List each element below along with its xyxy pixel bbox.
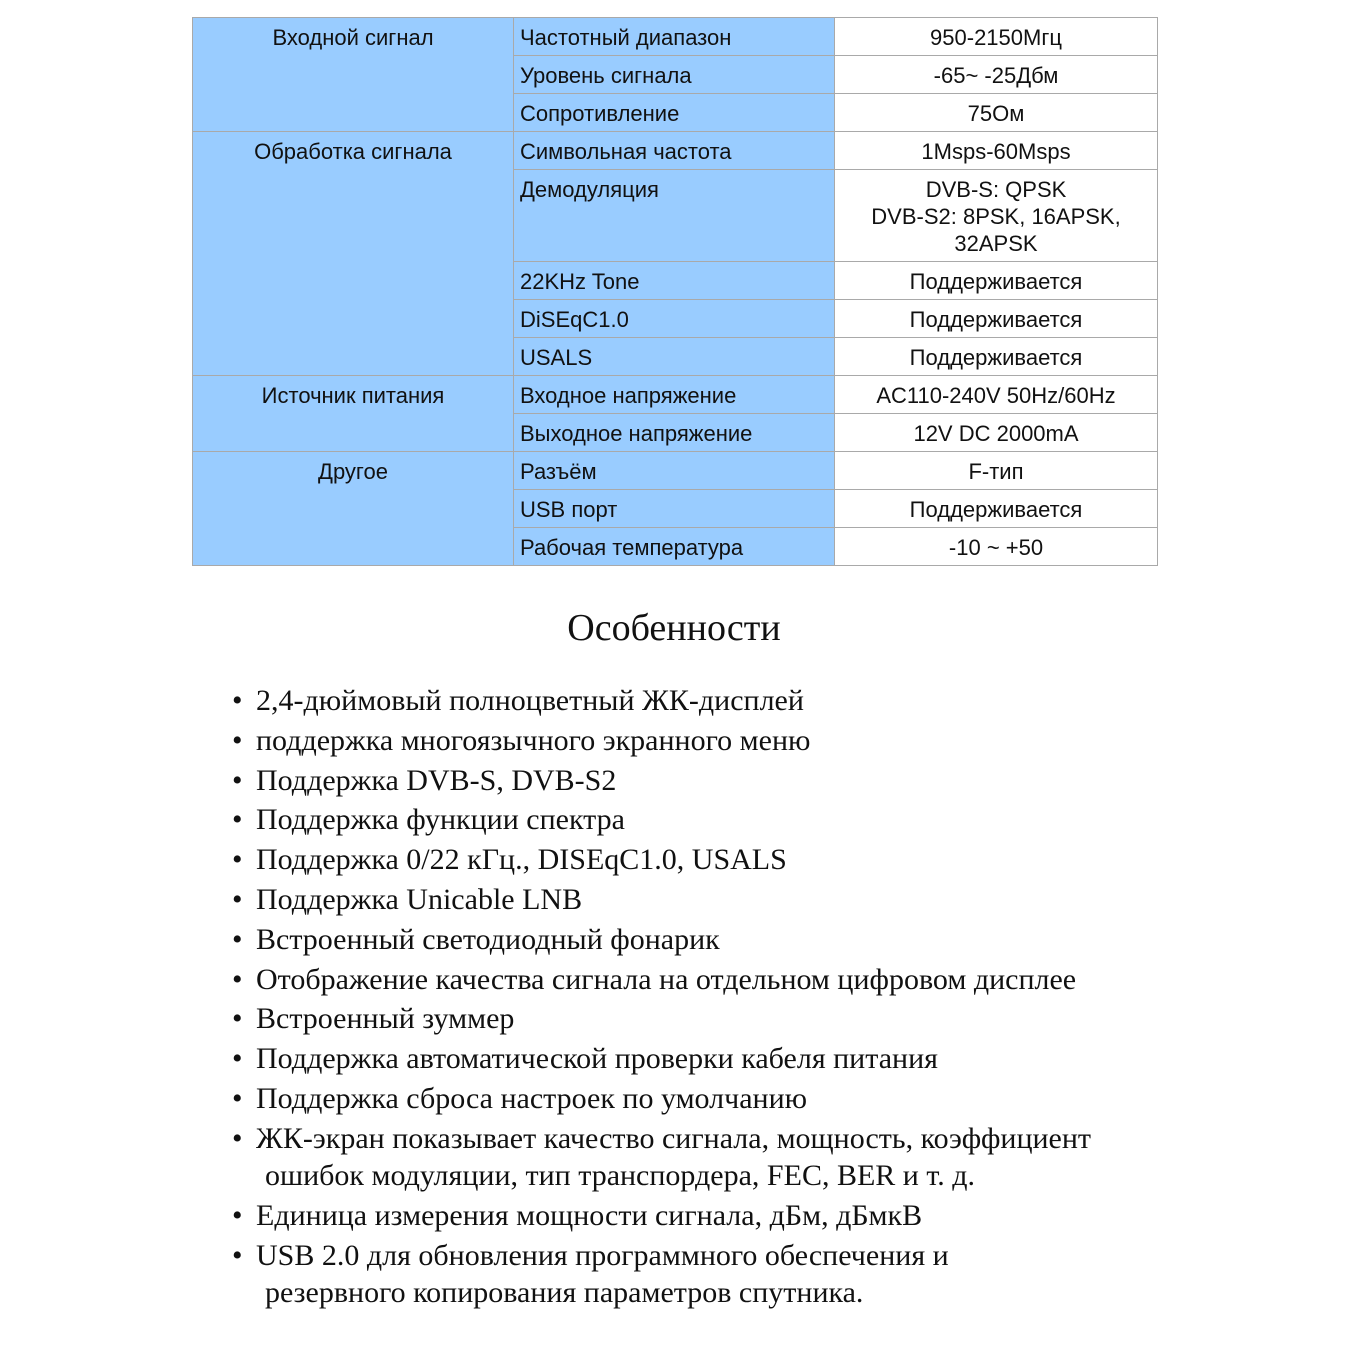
bullet-icon: • [232, 1002, 243, 1036]
specs-table-body [193, 18, 1158, 566]
spec-param: Символьная частота [514, 132, 835, 170]
spec-value-line: AC110-240V 50Hz/60Hz [876, 383, 1116, 408]
spec-value [835, 132, 1158, 170]
bullet-icon: • [232, 922, 243, 956]
spec-row [193, 18, 1158, 56]
spec-value [835, 300, 1158, 338]
spec-value-line: Поддерживается [909, 345, 1083, 370]
spec-value [835, 528, 1158, 566]
spec-value-line: 32APSK [954, 231, 1038, 256]
feature-item [230, 1040, 1230, 1078]
feature-item [230, 841, 1230, 879]
spec-param: Частотный диапазон [514, 18, 835, 56]
bullet-icon: • [232, 803, 243, 837]
feature-text: ЖК-экран показывает качество сигнала, мощность, коэффициент [256, 1121, 1092, 1155]
feature-item [230, 921, 1230, 959]
spec-row [193, 132, 1158, 170]
feature-text: Поддержка 0/22 кГц., DISEqC1.0, USALS [256, 843, 787, 877]
spec-category: Обработка сигнала [193, 132, 514, 376]
spec-param: Выходное напряжение [514, 414, 835, 452]
spec-value [835, 452, 1158, 490]
spec-param: Сопротивление [514, 94, 835, 132]
spec-value-line: Поддерживается [909, 497, 1083, 522]
spec-category: Источник питания [193, 376, 514, 452]
feature-item [230, 1080, 1230, 1118]
spec-value [835, 414, 1158, 452]
spec-param: Разъём [514, 452, 835, 490]
feature-text: ошибок модуляции, тип транспордера, FEC, BER и т. д. [265, 1159, 975, 1193]
feature-text: Поддержка Unicable LNB [256, 882, 583, 916]
feature-text: 2,4-дюймовый полноцветный ЖК-дисплей [256, 684, 804, 717]
bullet-icon: • [232, 684, 243, 717]
spec-category: Другое [193, 452, 514, 566]
spec-value [835, 490, 1158, 528]
bullet-icon: • [232, 723, 243, 757]
bullet-icon: • [232, 882, 243, 916]
feature-item [230, 801, 1230, 839]
feature-item [230, 1000, 1230, 1038]
bullet-icon: • [232, 962, 243, 996]
features-list [230, 682, 1230, 1314]
spec-value-line: Поддерживается [909, 307, 1083, 332]
feature-item [230, 682, 1230, 720]
bullet-icon: • [232, 1238, 243, 1272]
feature-item [230, 961, 1230, 999]
spec-category: Входной сигнал [193, 18, 514, 132]
spec-param: Демодуляция [514, 170, 835, 262]
spec-value-line: 1Msps-60Msps [921, 139, 1071, 164]
spec-row [193, 376, 1158, 414]
spec-value-line: -10 ~ +50 [948, 535, 1044, 560]
feature-text: Поддержка функции спектра [256, 803, 625, 837]
feature-text: Поддержка сброса настроек по умолчанию [256, 1081, 808, 1115]
specs-table [192, 17, 1158, 566]
spec-param: Входное напряжение [514, 376, 835, 414]
spec-value-line: F-тип [968, 459, 1024, 484]
spec-value-line: DVB-S2: 8PSK, 16APSK, [871, 204, 1121, 229]
spec-value [835, 18, 1158, 56]
feature-text: Встроенный светодиодный фонарик [256, 922, 720, 956]
spec-param: Уровень сигнала [514, 56, 835, 94]
bullet-icon: • [232, 1042, 243, 1076]
bullet-icon: • [232, 1121, 243, 1155]
spec-value [835, 56, 1158, 94]
feature-item [230, 1120, 1230, 1195]
feature-text: Поддержка автоматической проверки кабеля питания [256, 1042, 938, 1076]
bullet-icon: • [232, 1081, 243, 1115]
feature-text: Единица измерения мощности сигнала, дБм, дБмкВ [256, 1199, 923, 1233]
feature-text: поддержка многоязычного экранного меню [256, 723, 811, 757]
bullet-icon: • [232, 843, 243, 877]
feature-text: Встроенный зуммер [256, 1002, 515, 1036]
spec-value [835, 262, 1158, 300]
bullet-icon: • [232, 1199, 243, 1233]
features-title: Особенности [567, 607, 781, 649]
spec-value [835, 338, 1158, 376]
spec-value-line: Поддерживается [909, 269, 1083, 294]
spec-value-line: DVB-S: QPSK [925, 177, 1067, 202]
spec-value-line: 12V DC 2000mA [913, 421, 1079, 446]
feature-item [230, 722, 1230, 760]
spec-value-line: 950-2150Мгц [930, 25, 1062, 50]
spec-param: Рабочая температура [514, 528, 835, 566]
bullet-icon: • [232, 763, 243, 797]
spec-value [835, 376, 1158, 414]
feature-item [230, 1237, 1230, 1312]
feature-item [230, 1197, 1230, 1235]
spec-param: 22KHz Tone [514, 262, 835, 300]
spec-value-line: -65~ -25Дбм [933, 63, 1059, 88]
spec-param: USB порт [514, 490, 835, 528]
feature-item [230, 762, 1230, 800]
feature-text: Поддержка DVB-S, DVB-S2 [256, 763, 617, 797]
spec-value-line: 75Ом [967, 101, 1025, 126]
spec-value [835, 94, 1158, 132]
spec-param: DiSEqC1.0 [514, 300, 835, 338]
spec-param: USALS [514, 338, 835, 376]
spec-value [835, 170, 1158, 262]
feature-item [230, 881, 1230, 919]
feature-text: USB 2.0 для обновления программного обеспечения и [256, 1238, 949, 1272]
feature-text: Отображение качества сигнала на отдельном цифровом дисплее [256, 962, 1077, 996]
spec-row [193, 452, 1158, 490]
feature-text: резервного копирования параметров спутника. [265, 1276, 864, 1310]
